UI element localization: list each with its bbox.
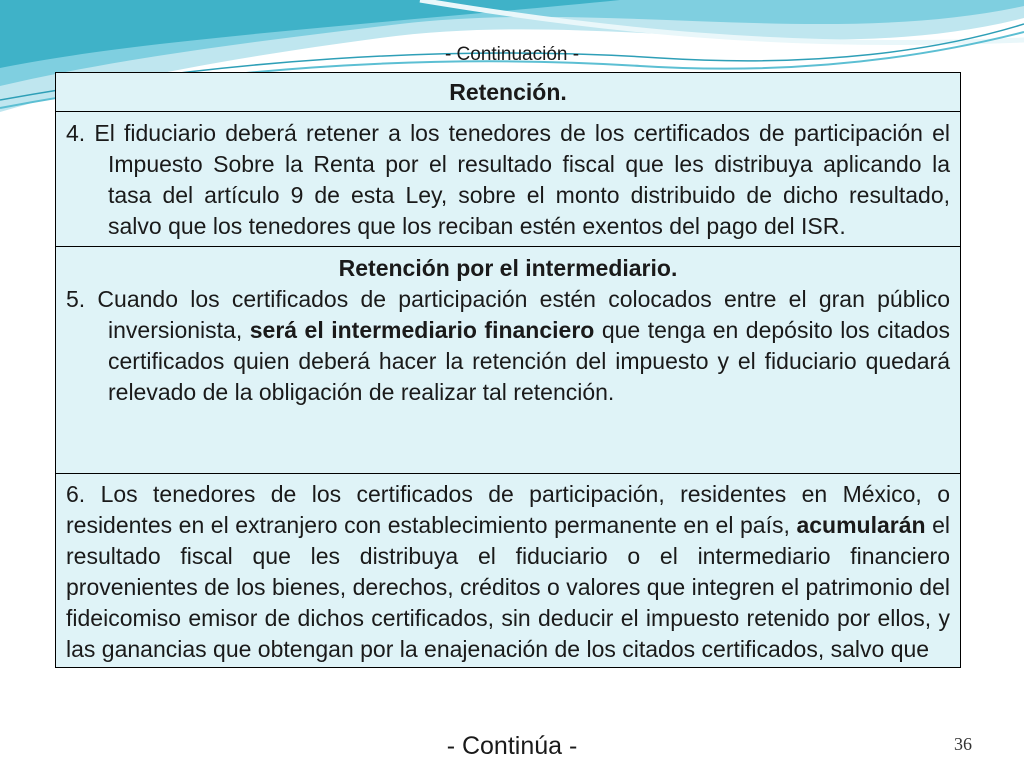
item-5-text-b: que tenga en depósito los citados certificados quien deberá hacer la retención del impuesto y el fiduciario quedará relevado de la obligación de realizar tal retención. xyxy=(108,317,951,405)
item-6-text-a: 6. Los tenedores de los certificados de participación, residentes en México, o residentes en el extranjero con establecimiento permanente en el país, xyxy=(66,481,950,538)
item-6-text-b: el resultado fiscal que les distribuya el fiduciario o el intermediario financiero provenientes de los bienes, derechos, créditos o valores que integren el patrimonio del fideicomiso emisor de dichos certificados, sin deducir el impuesto retenido por ellos, y las ganancias que obtengan por la enajenación de los citados certificados, salvo que xyxy=(66,512,951,662)
continua-footer: - Continúa - xyxy=(446,732,578,760)
table-title: Retención. xyxy=(56,73,961,112)
page-number: 36 xyxy=(954,734,972,754)
retention-table xyxy=(55,72,961,668)
item-5-text xyxy=(66,284,950,408)
item-5-text-a: 5. Cuando los certificados de participación estén colocados entre el gran público inversionista, xyxy=(66,286,950,343)
item-5-cell xyxy=(56,247,961,474)
item-5-title: Retención por el intermediario. xyxy=(338,255,678,281)
item-6-cell xyxy=(56,474,961,668)
item-4-cell xyxy=(56,112,961,247)
retention-table-container xyxy=(55,72,961,668)
item-6-text xyxy=(66,479,950,665)
continuation-header: - Continuación - xyxy=(444,44,580,65)
item-6-bold: acumularán xyxy=(796,512,926,538)
item-4-text: 4. El fiduciario deberá retener a los tenedores de los certificados de participación el Impuesto Sobre la Renta por el resultado fiscal que les distribuya aplicando la tasa del artículo 9 de esta Ley, sobre el monto distribuido de dicho resultado, salvo que los tenedores que los reciban estén exentos del pago del ISR. xyxy=(66,120,950,239)
item-5-bold: será el intermediario financiero xyxy=(249,317,595,343)
